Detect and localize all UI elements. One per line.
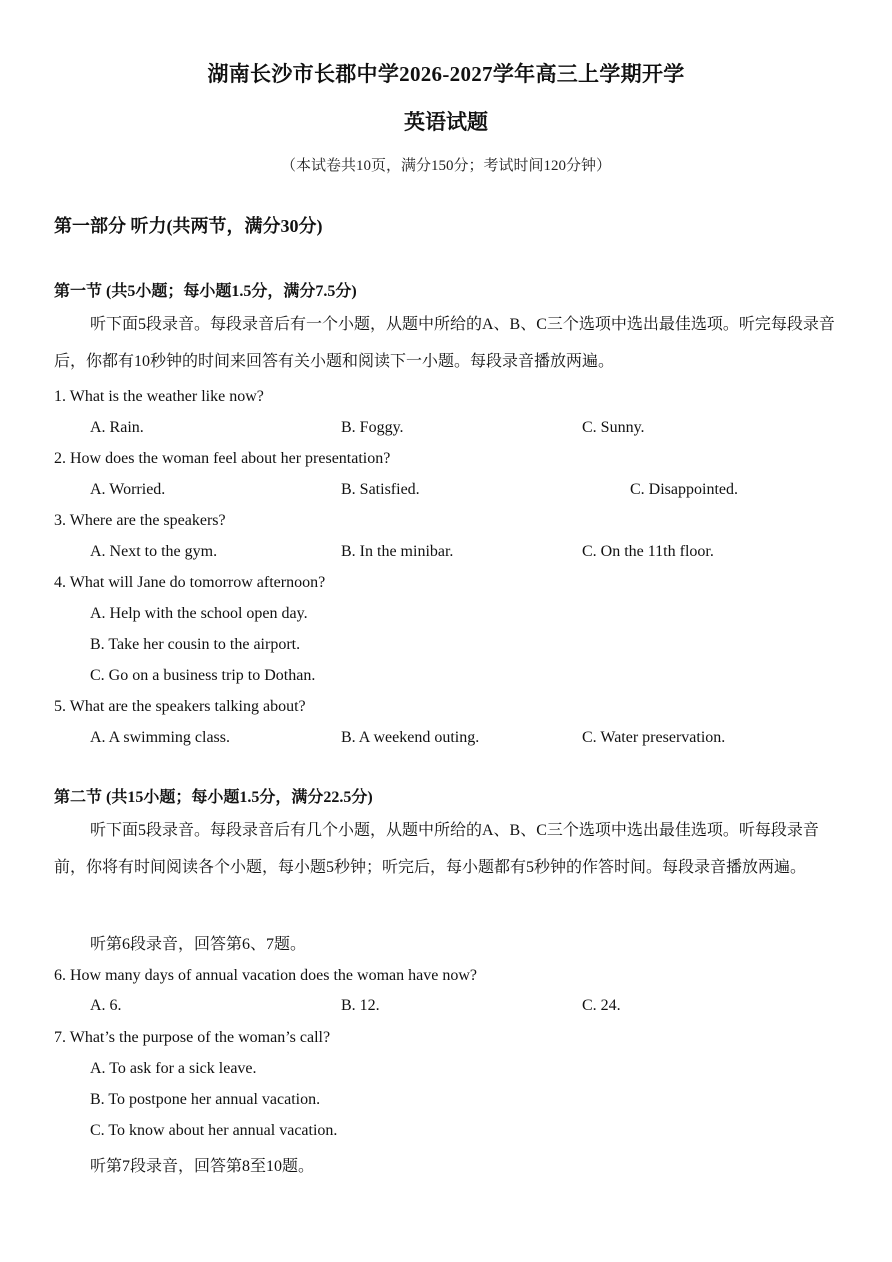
q4-option-c: C. Go on a business trip to Dothan. bbox=[90, 667, 316, 684]
q2-option-c: C. Disappointed. bbox=[630, 481, 738, 498]
q3-option-c: C. On the 11th floor. bbox=[582, 543, 714, 560]
q6-option-a: A. 6. bbox=[90, 997, 122, 1014]
exam-note: （本试卷共10页，满分150分；考试时间120分钟） bbox=[280, 158, 611, 174]
question-2: 2. How does the woman feel about her presentation? bbox=[54, 450, 391, 467]
section2-instructions: 听下面5段录音。每段录音后有几个小题，从题中所给的A、B、C三个选项中选出最佳选项。听每段录音前，你将有时间阅读各个小题，每小题5秒钟；听完后，每小题都有5秒钟的作答时间。每段录音播放两遍。 bbox=[54, 822, 819, 876]
q5-option-b: B. A weekend outing. bbox=[341, 729, 480, 746]
q6-option-c: C. 24. bbox=[582, 997, 621, 1014]
q4-option-b: B. Take her cousin to the airport. bbox=[90, 636, 301, 653]
question-6: 6. How many days of annual vacation does the woman have now? bbox=[54, 967, 477, 984]
page-subtitle: 英语试题 bbox=[404, 110, 488, 134]
q4-option-a: A. Help with the school open day. bbox=[90, 605, 308, 622]
section2-heading: 第二节 (共15小题；每小题1.5分，满分22.5分) bbox=[54, 789, 373, 806]
q2-option-a: A. Worried. bbox=[90, 481, 166, 498]
q1-option-a: A. Rain. bbox=[90, 419, 144, 436]
question-1: 1. What is the weather like now? bbox=[54, 388, 264, 405]
q2-option-b: B. Satisfied. bbox=[341, 481, 420, 498]
question-3: 3. Where are the speakers? bbox=[54, 512, 226, 529]
q6-option-b: B. 12. bbox=[341, 997, 380, 1014]
section1-instructions: 听下面5段录音。每段录音后有一个小题，从题中所给的A、B、C三个选项中选出最佳选项。听完每段录音后，你都有10秒钟的时间来回答有关小题和阅读下一小题。每段录音播放两遍。 bbox=[54, 316, 835, 370]
page-title: 湖南长沙市长郡中学2026-2027学年高三上学期开学 bbox=[207, 62, 685, 86]
section2-prompt-7: 听第7段录音，回答第8至10题。 bbox=[90, 1158, 315, 1175]
q1-option-b: B. Foggy. bbox=[341, 419, 404, 436]
part1-heading: 第一部分 听力(共两节，满分30分) bbox=[54, 216, 323, 236]
q5-option-a: A. A swimming class. bbox=[90, 729, 231, 746]
q3-option-b: B. In the minibar. bbox=[341, 543, 454, 560]
section1-heading: 第一节 (共5小题；每小题1.5分，满分7.5分) bbox=[54, 283, 357, 300]
q3-option-a: A. Next to the gym. bbox=[90, 543, 218, 560]
q7-option-a: A. To ask for a sick leave. bbox=[90, 1060, 257, 1077]
question-5: 5. What are the speakers talking about? bbox=[54, 698, 306, 715]
section2-prompt-6: 听第6段录音，回答第6、7题。 bbox=[90, 936, 307, 953]
question-4: 4. What will Jane do tomorrow afternoon? bbox=[54, 574, 326, 591]
q5-option-c: C. Water preservation. bbox=[582, 729, 726, 746]
q7-option-c: C. To know about her annual vacation. bbox=[90, 1122, 338, 1139]
q1-option-c: C. Sunny. bbox=[582, 419, 645, 436]
question-7: 7. What’s the purpose of the woman’s call? bbox=[54, 1029, 331, 1046]
q7-option-b: B. To postpone her annual vacation. bbox=[90, 1091, 321, 1108]
